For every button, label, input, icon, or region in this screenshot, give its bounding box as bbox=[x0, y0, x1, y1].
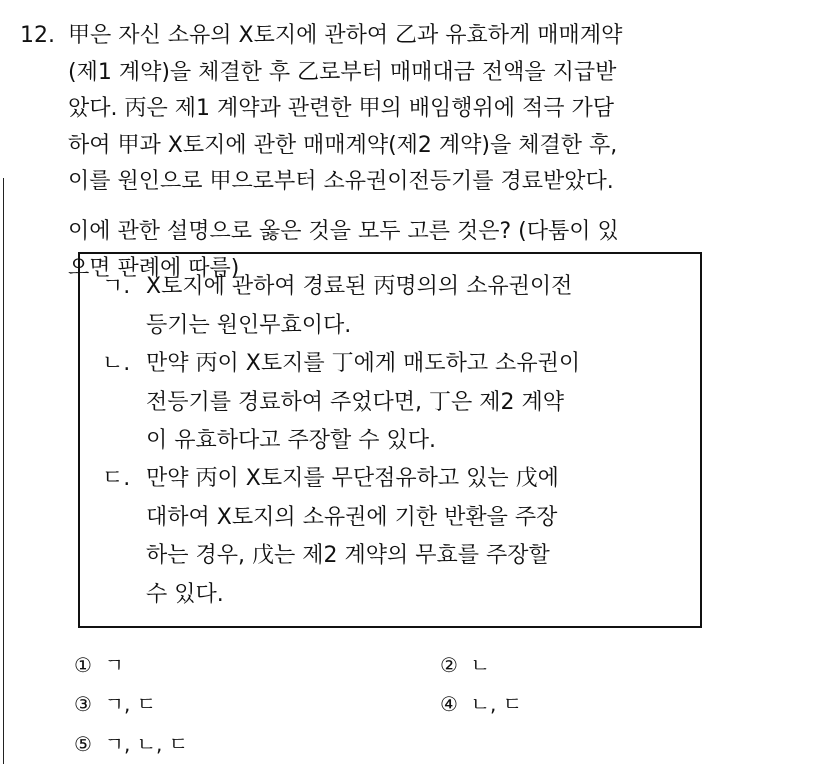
answer-option-3[interactable] bbox=[74, 689, 156, 719]
stem-line: 았다. 丙은 제1 계약과 관련한 甲의 배임행위에 적극 가담 bbox=[68, 96, 614, 121]
option-text: ㄱ bbox=[104, 653, 124, 677]
option-text: ㄴ, ㄷ bbox=[470, 692, 523, 716]
option-number: ⑤ bbox=[74, 732, 92, 756]
option-number: ③ bbox=[74, 692, 92, 716]
statement-line: 등기는 원인무효이다. bbox=[146, 312, 352, 338]
statement-line: 이 유효하다고 주장할 수 있다. bbox=[146, 428, 436, 453]
statement-line: 수 있다. bbox=[146, 581, 224, 607]
stem-line: (제1 계약)을 체결한 후 乙로부터 매매대금 전액을 지급받 bbox=[68, 59, 617, 85]
statement-line: 전등기를 경료하여 주었다면, 丁은 제2 계약 bbox=[146, 389, 564, 415]
statement-marker: ㄷ. bbox=[102, 466, 131, 491]
stem-line: 甲은 자신 소유의 X토지에 관하여 乙과 유효하게 매매계약 bbox=[68, 23, 623, 48]
statements-box bbox=[78, 252, 702, 628]
stem-line: 이를 원인으로 甲으로부터 소유권이전등기를 경료받았다. bbox=[68, 169, 614, 194]
statement-marker: ㄴ. bbox=[102, 351, 131, 376]
answer-option-4[interactable] bbox=[440, 689, 522, 719]
option-text: ㄴ bbox=[470, 653, 490, 677]
statement-marker: ㄱ. bbox=[102, 274, 131, 299]
answer-option-1[interactable] bbox=[74, 650, 124, 680]
statement-line: 만약 丙이 X토지를 무단점유하고 있는 戊에 bbox=[146, 466, 559, 491]
statement-line: 대하여 X토지의 소유권에 기한 반환을 주장 bbox=[146, 504, 558, 530]
prompt-line: 으면 판례에 따름) bbox=[68, 255, 240, 281]
option-text: ㄱ, ㄷ bbox=[104, 692, 157, 716]
statement-line: 만약 丙이 X토지를 丁에게 매도하고 소유권이 bbox=[146, 351, 581, 376]
margin-rule bbox=[3, 178, 4, 764]
prompt-line: 이에 관한 설명으로 옳은 것을 모두 고른 것은? (다툼이 있 bbox=[68, 219, 619, 244]
question-number: 12. bbox=[20, 23, 55, 48]
answer-option-5[interactable] bbox=[74, 729, 188, 759]
option-number: ② bbox=[440, 653, 458, 677]
option-number: ① bbox=[74, 653, 92, 677]
answer-option-2[interactable] bbox=[440, 650, 490, 680]
stem-line: 하여 甲과 X토지에 관한 매매계약(제2 계약)을 체결한 후, bbox=[68, 132, 618, 158]
option-text: ㄱ, ㄴ, ㄷ bbox=[104, 732, 189, 756]
statement-line: 하는 경우, 戊는 제2 계약의 무효를 주장할 bbox=[146, 543, 550, 568]
statement-line: X토지에 관하여 경료된 丙명의의 소유권이전 bbox=[146, 274, 573, 299]
question-stem bbox=[68, 18, 788, 201]
option-number: ④ bbox=[440, 692, 458, 716]
